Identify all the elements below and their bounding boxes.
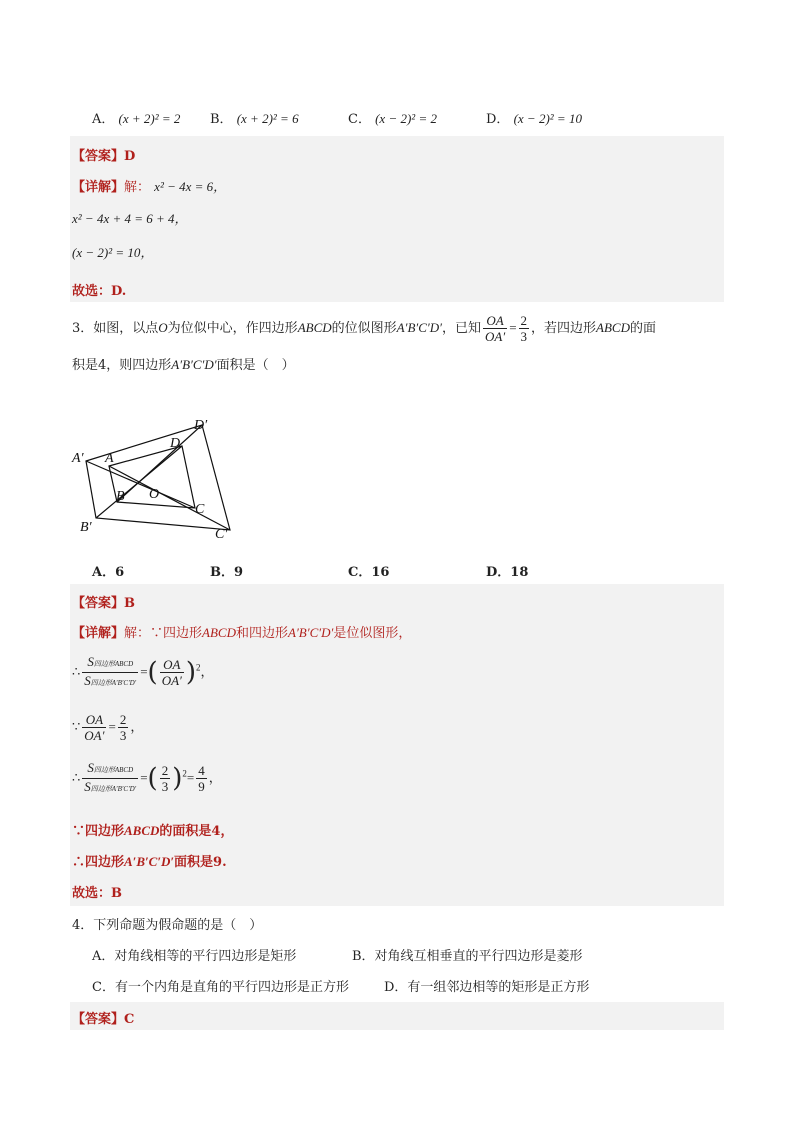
q3-choose: 故选：B [72,886,122,901]
outer-quadrilateral [86,425,230,530]
label-c: C [195,502,205,517]
ray-a1-c [86,461,195,508]
label-b: B [116,489,125,504]
q3-detail-line-4: ∴ $\frac{\text{S四边形ABCD}}{\text{S四边形A′B′C′D′}}$ =( $\frac{2}{3}$ )$^2$= $\frac{4}{9}$ ， [72,760,222,794]
label-b-prime: B′ [80,520,92,535]
q2-option-c: C． (x − 2)² = 2 [348,111,437,127]
q3-stem-line-2: 积是4，则四边形A′B′C′D′面积是（ ） [72,357,295,373]
q2-answer: 【答案】D [72,149,136,164]
q2-detail-line-2: x² − 4x + 4 = 6 + 4， [72,211,188,226]
label-c-prime: C′ [215,527,228,542]
q3-option-a: A．6 [92,565,125,580]
label-d-prime: D′ [194,418,208,433]
q4-answer: 【答案】C [72,1012,135,1027]
q2-option-b: B． (x + 2)² = 6 [210,111,299,127]
q4-answer-block [70,1002,724,1030]
q2-option-d: D． (x − 2)² = 10 [486,111,582,127]
q3-detail-line-5: ∵四边形ABCD的面积是4， [72,823,234,839]
label-o: O [149,487,160,502]
q2-detail-line-1: 【详解】解： x² − 4x = 6， [72,179,227,195]
label-a-prime: A′ [72,451,84,466]
label-d: D [170,436,181,451]
q4-option-b: B．对角线互相垂直的平行四边形是菱形 [352,949,583,964]
q4-option-a: A．对角线相等的平行四边形是矩形 [92,949,297,964]
q3-ratio-fraction: $\frac{OA}{OA'}$ [485,313,506,344]
q3-answer: 【答案】B [72,596,136,611]
q3-ratio-value: $\frac{2}{3}$ [520,313,528,344]
q3-option-c: C．16 [348,565,390,580]
q2-choose: 故选：D. [72,284,127,299]
label-a: A [105,451,114,466]
q3-detail-line-1: 【详解】解：∵四边形ABCD和四边形A′B′C′D′是位似图形， [72,625,412,641]
q4-option-c: C．有一个内角是直角的平行四边形是正方形 [92,980,349,995]
q4-stem: 4．下列命题为假命题的是（ ） [72,918,263,933]
q2-option-a: A． (x + 2)² = 2 [92,111,181,127]
q2-detail-line-3: (x − 2)² = 10， [72,245,154,260]
q3-option-d: D．18 [486,565,529,580]
q3-detail-line-3: ∵ $\frac{OA}{OA'}$ = $\frac{2}{3}$ ， [72,712,144,743]
area-ratio-fraction: $\frac{\text{S四边形ABCD}}{\text{S四边形A′B′C′D′}}$ [84,654,137,688]
q3-similar-quadrilaterals-figure [60,410,250,550]
q3-detail-line-6: ∴四边形A′B′C′D′面积是9. [72,854,227,870]
q4-option-d: D．有一组邻边相等的矩形是正方形 [384,980,590,995]
q3-stem-line-1: 3．如图，以点O为位似中心，作四边形ABCD的位似图形A′B′C′D′，已知 $\frac{OA}{OA'}$ = $\frac{2}{3}$ ，若四边形ABCD的面 [72,313,657,344]
q3-option-b: B．9 [210,565,244,580]
q3-detail-line-2: ∴ $\frac{\text{S四边形ABCD}}{\text{S四边形A′B′C′D′}}$ =( $\frac{OA}{OA'}$ )$^2$， [72,654,214,691]
